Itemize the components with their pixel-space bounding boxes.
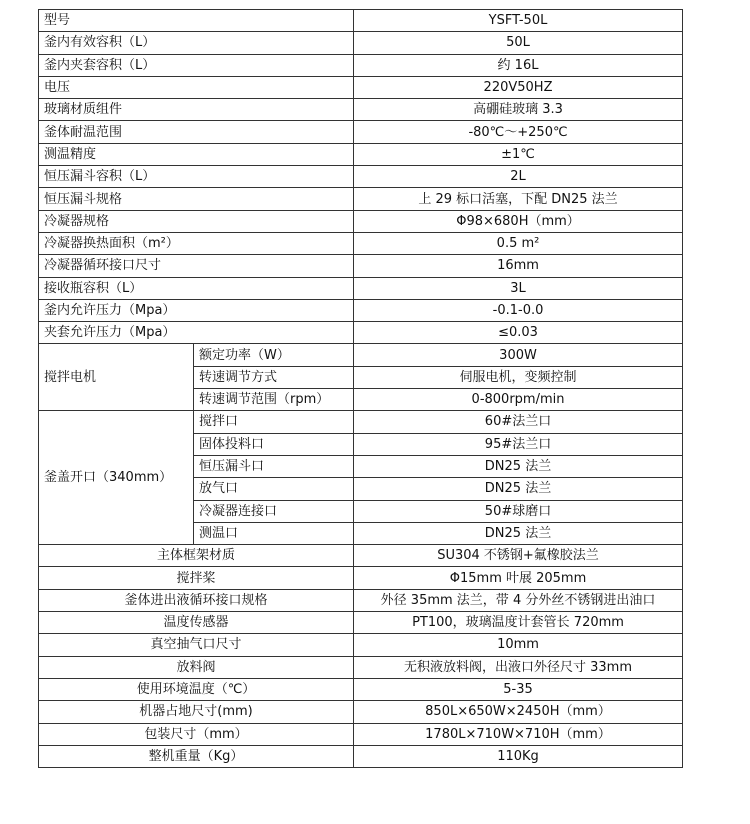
- spec-label: 冷凝器连接口: [194, 500, 354, 522]
- spec-value: DN25 法兰: [354, 455, 683, 477]
- spec-value: 无积液放料阀，出液口外径尺寸 33mm: [354, 656, 683, 678]
- spec-label: 转速调节范围（rpm）: [194, 389, 354, 411]
- spec-label: 转速调节方式: [194, 366, 354, 388]
- spec-label: 接收瓶容积（L）: [39, 277, 354, 299]
- group-label-stir-motor: 搅拌电机: [39, 344, 194, 411]
- table-row: [39, 10, 683, 32]
- spec-value: 1780L×710W×710H（mm）: [354, 723, 683, 745]
- spec-value: 伺服电机，变频控制: [354, 366, 683, 388]
- spec-label: 放料阀: [39, 656, 354, 678]
- spec-value: 95#法兰口: [354, 433, 683, 455]
- spec-label: 冷凝器换热面积（m²）: [39, 232, 354, 254]
- spec-value: -0.1-0.0: [354, 299, 683, 321]
- spec-value: ≤0.03: [354, 322, 683, 344]
- spec-value: 外径 35mm 法兰，带 4 分外丝不锈钢进出油口: [354, 589, 683, 611]
- table-row: [39, 76, 683, 98]
- spec-label: 夹套允许压力（Mpa）: [39, 322, 354, 344]
- table-row: [39, 701, 683, 723]
- spec-value: PT100，玻璃温度计套管长 720mm: [354, 612, 683, 634]
- table-row: [39, 32, 683, 54]
- table-row: [39, 255, 683, 277]
- spec-label: 玻璃材质组件: [39, 99, 354, 121]
- table-row: [39, 344, 683, 366]
- table-row: [39, 656, 683, 678]
- spec-label: 釜内有效容积（L）: [39, 32, 354, 54]
- spec-label: 冷凝器循环接口尺寸: [39, 255, 354, 277]
- spec-label: 真空抽气口尺寸: [39, 634, 354, 656]
- table-row: [39, 612, 683, 634]
- table-row: [39, 54, 683, 76]
- spec-value: YSFT-50L: [354, 10, 683, 32]
- spec-value: 2L: [354, 166, 683, 188]
- spec-value: 850L×650W×2450H（mm）: [354, 701, 683, 723]
- spec-label: 型号: [39, 10, 354, 32]
- spec-value: 50#球磨口: [354, 500, 683, 522]
- spec-label: 釜内夹套容积（L）: [39, 54, 354, 76]
- spec-label: 包装尺寸（mm）: [39, 723, 354, 745]
- spec-label: 额定功率（W）: [194, 344, 354, 366]
- spec-label: 釜体耐温范围: [39, 121, 354, 143]
- table-row: [39, 634, 683, 656]
- spec-value: 16mm: [354, 255, 683, 277]
- spec-table: [38, 9, 683, 768]
- spec-label: 固体投料口: [194, 433, 354, 455]
- table-row: [39, 299, 683, 321]
- spec-label: 放气口: [194, 478, 354, 500]
- table-row: [39, 99, 683, 121]
- spec-value: Φ98×680H（mm）: [354, 210, 683, 232]
- spec-value: -80℃～+250℃: [354, 121, 683, 143]
- spec-value: 10mm: [354, 634, 683, 656]
- spec-label: 电压: [39, 76, 354, 98]
- table-row: [39, 121, 683, 143]
- table-row: [39, 545, 683, 567]
- spec-value: 220V50HZ: [354, 76, 683, 98]
- spec-label: 搅拌口: [194, 411, 354, 433]
- spec-label: 整机重量（Kg）: [39, 745, 354, 767]
- spec-value: 0-800rpm/min: [354, 389, 683, 411]
- spec-value: 300W: [354, 344, 683, 366]
- spec-value: 5-35: [354, 678, 683, 700]
- spec-value: 高硼硅玻璃 3.3: [354, 99, 683, 121]
- spec-label: 釜内允许压力（Mpa）: [39, 299, 354, 321]
- spec-value: 3L: [354, 277, 683, 299]
- table-row: [39, 589, 683, 611]
- spec-label: 釜体进出液循环接口规格: [39, 589, 354, 611]
- spec-value: 约 16L: [354, 54, 683, 76]
- table-row: [39, 411, 683, 433]
- table-row: [39, 232, 683, 254]
- table-row: [39, 166, 683, 188]
- spec-label: 测温口: [194, 522, 354, 544]
- table-row: [39, 567, 683, 589]
- spec-value: 110Kg: [354, 745, 683, 767]
- spec-value: 上 29 标口活塞，下配 DN25 法兰: [354, 188, 683, 210]
- table-row: [39, 678, 683, 700]
- spec-label: 恒压漏斗容积（L）: [39, 166, 354, 188]
- spec-label: 使用环境温度（℃）: [39, 678, 354, 700]
- table-row: [39, 143, 683, 165]
- spec-label: 测温精度: [39, 143, 354, 165]
- group-label-lid-openings: 釜盖开口（340mm）: [39, 411, 194, 545]
- spec-value: DN25 法兰: [354, 478, 683, 500]
- spec-label: 温度传感器: [39, 612, 354, 634]
- spec-value: ±1℃: [354, 143, 683, 165]
- spec-label: 冷凝器规格: [39, 210, 354, 232]
- spec-label: 恒压漏斗口: [194, 455, 354, 477]
- spec-value: Φ15mm 叶展 205mm: [354, 567, 683, 589]
- spec-label: 主体框架材质: [39, 545, 354, 567]
- table-row: [39, 210, 683, 232]
- table-row: [39, 322, 683, 344]
- spec-value: DN25 法兰: [354, 522, 683, 544]
- spec-value: 0.5 m²: [354, 232, 683, 254]
- table-row: [39, 277, 683, 299]
- spec-label: 搅拌桨: [39, 567, 354, 589]
- spec-value: 60#法兰口: [354, 411, 683, 433]
- table-row: [39, 745, 683, 767]
- table-row: [39, 188, 683, 210]
- spec-label: 恒压漏斗规格: [39, 188, 354, 210]
- table-row: [39, 723, 683, 745]
- spec-label: 机器占地尺寸(mm): [39, 701, 354, 723]
- spec-value: SU304 不锈钢+氟橡胶法兰: [354, 545, 683, 567]
- spec-value: 50L: [354, 32, 683, 54]
